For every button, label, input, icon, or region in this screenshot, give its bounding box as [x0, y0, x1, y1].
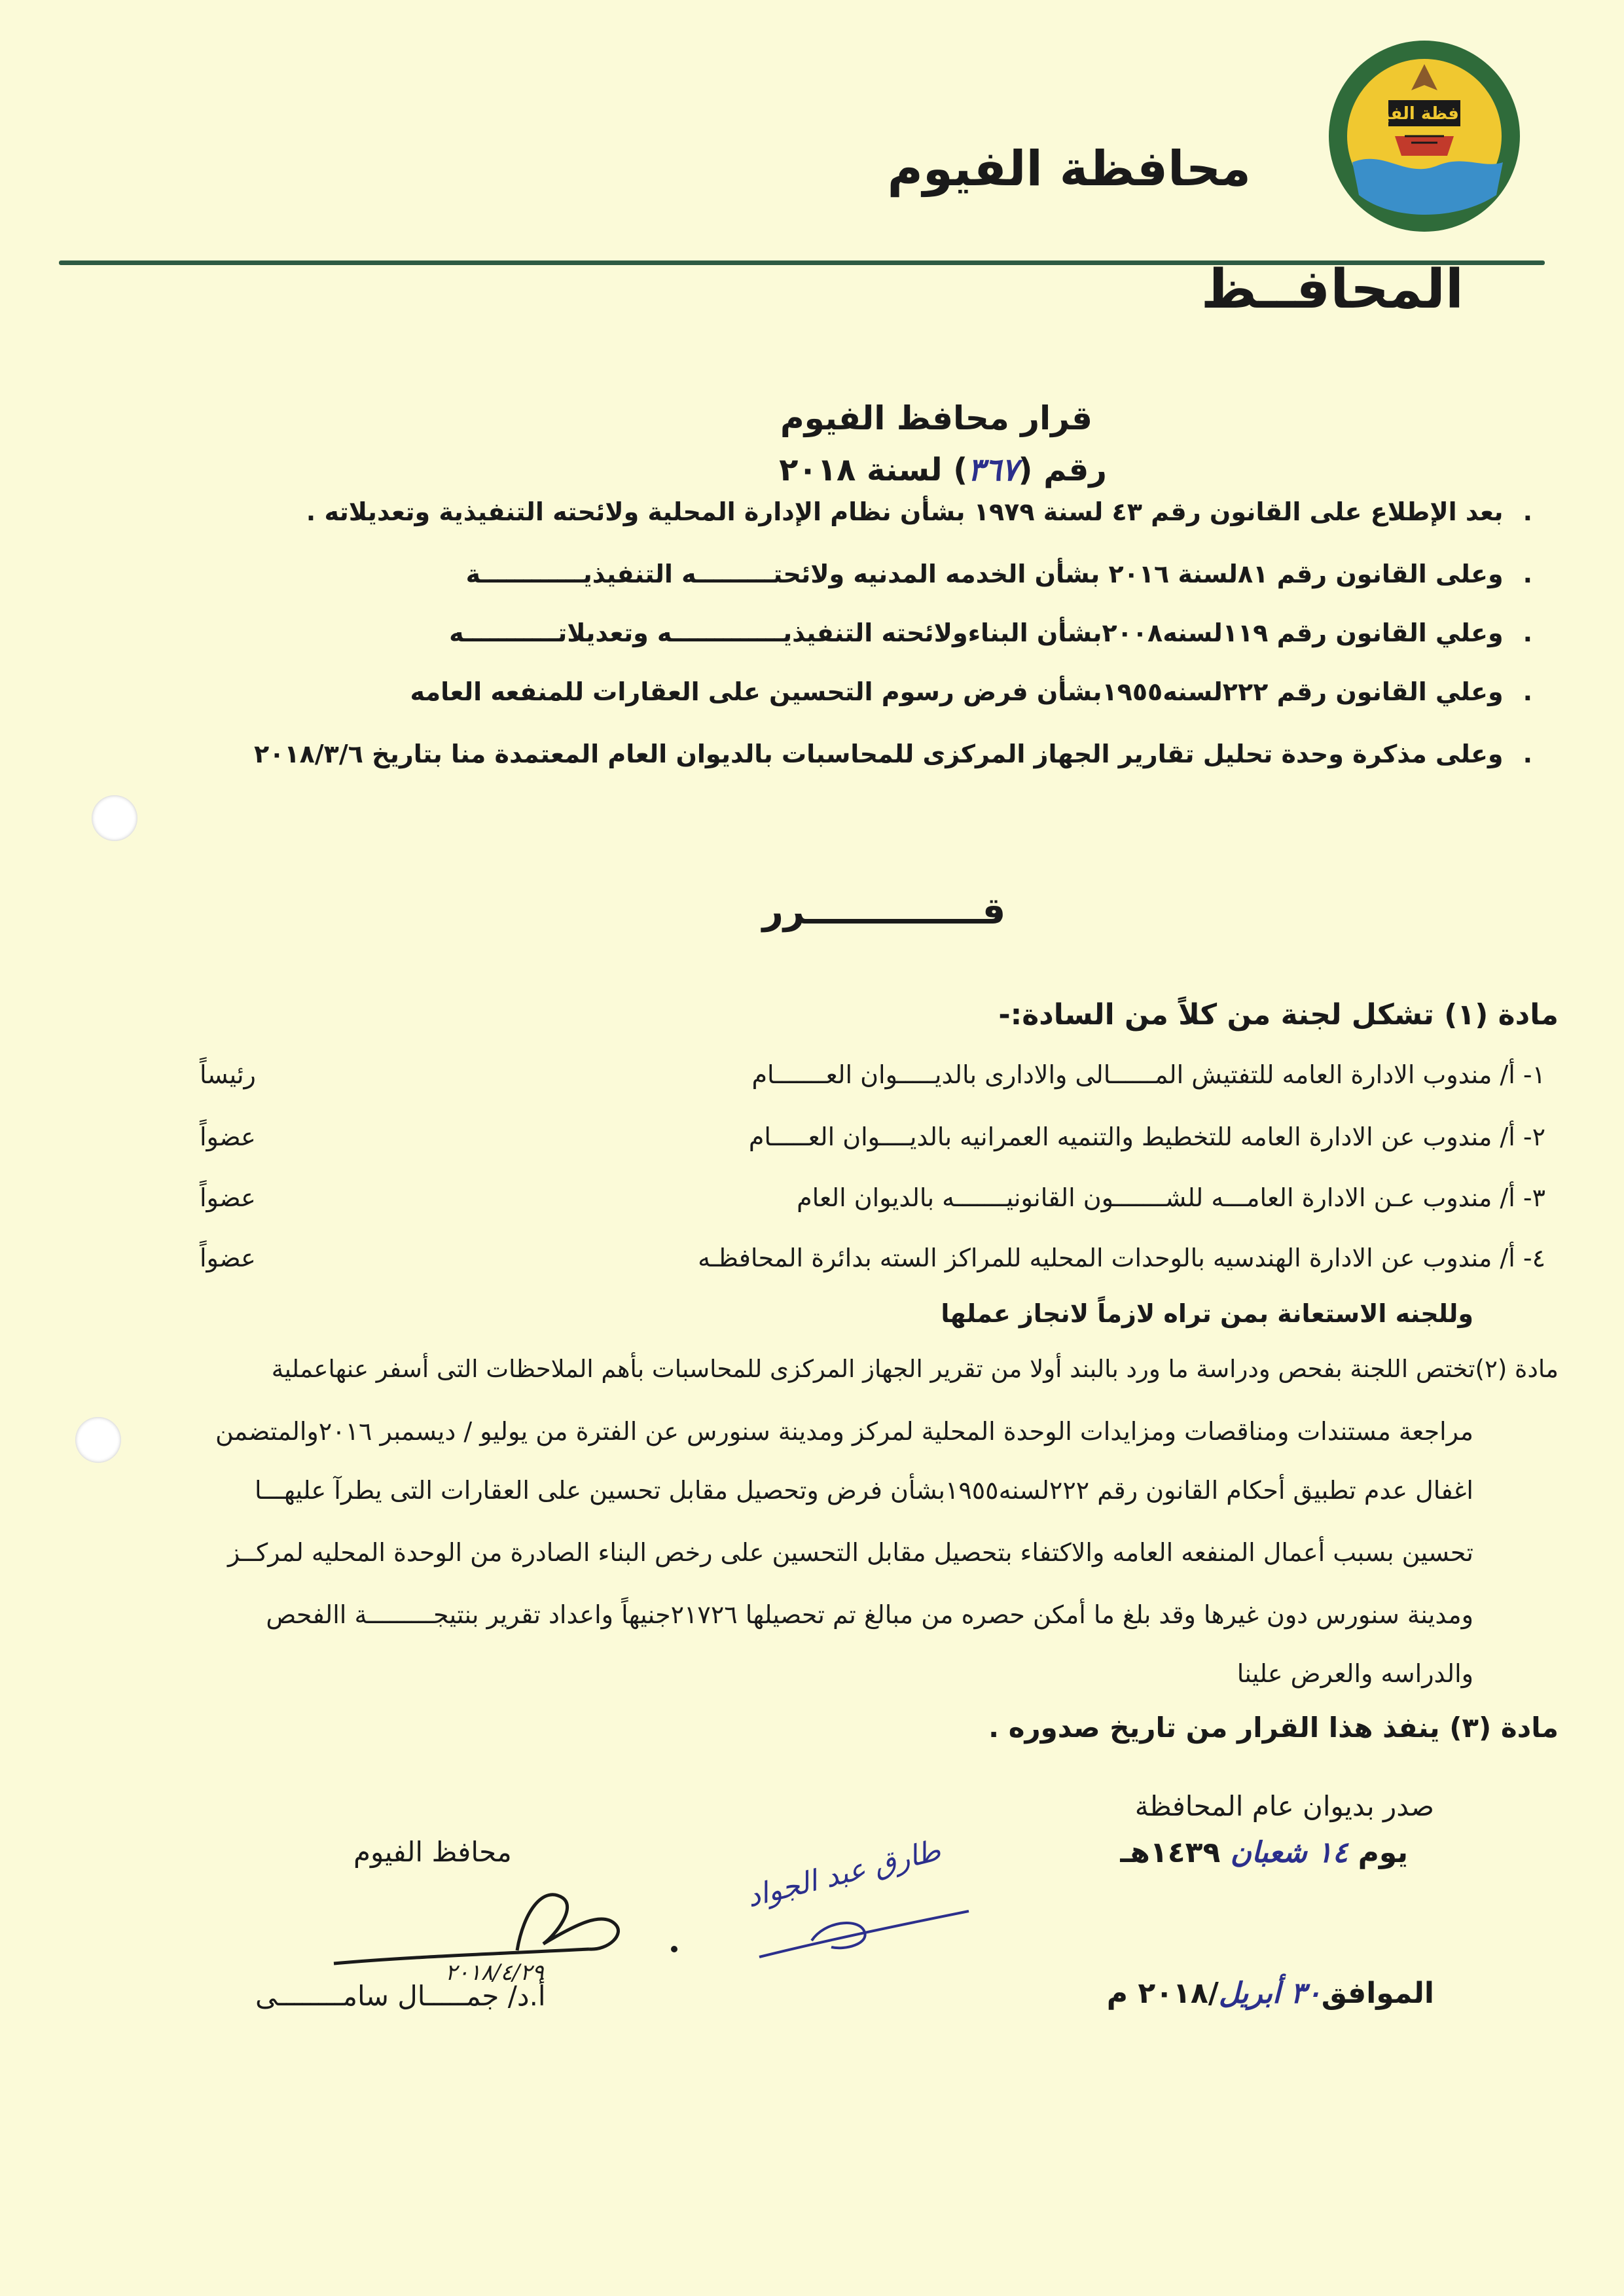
committee-role: عضواً	[200, 1244, 256, 1272]
committee-member: ١- أ/ مندوب الادارة العامه للتفتيش المــــــالى والادارى بالديـــــوان العـــــــام	[751, 1060, 1545, 1089]
article-2-line: مادة (٢)تختص اللجنة بفحص ودراسة ما ورد بالبند أولا من تقرير الجهاز المركزى للمحاسبات بأهم الملاحظات التى أسفر عنهاعملية	[271, 1355, 1559, 1383]
article-3: مادة (٣) ينفذ هذا القرار من تاريخ صدوره .	[988, 1712, 1559, 1744]
decree-heading: قــــــــــــــرر	[762, 890, 1006, 933]
greg-handwritten: ٣٠ أبريل	[1218, 1977, 1322, 2010]
preamble-item	[449, 619, 1532, 647]
hijri-suffix: ١٤٣٩هـ	[1120, 1836, 1221, 1869]
committee-role: رئيساً	[200, 1060, 256, 1089]
article-2-line: مراجعة مستندات ومناقصات ومزايدات الوحدة المحلية لمركز ومدينة سنورس عن الفترة من يوليو / ديسمبر ٢٠١٦والمتضمن	[215, 1417, 1473, 1446]
preamble-text: وعلي القانون رقم ١١٩لسنه٢٠٠٨بشأن البناءولائحته التنفيذيـــــــــــــه وتعديلاتـــــــــــه	[449, 619, 1504, 647]
article-2-line: تحسين بسبب أعمال المنفعه العامه والاكتفاء بتحصيل مقابل التحسين على رخص البناء الصادرة من الوحدة المحليه لمركــز	[227, 1538, 1473, 1567]
committee-role: عضواً	[200, 1122, 256, 1151]
reviewer-signature-text: طارق عبد الجواد	[743, 1833, 945, 1914]
decision-number-prefix: رقم (	[1018, 452, 1107, 488]
bullet-icon: .	[1523, 740, 1532, 768]
committee-member: ٤- أ/ مندوب عن الادارة الهندسيه بالوحدات المحليه للمراكز السته بدائرة المحافظـه	[698, 1244, 1545, 1272]
committee-member: ٢- أ/ مندوب عن الادارة العامه للتخطيط والتنميه العمرانيه بالديــــوان العـــــام	[748, 1122, 1545, 1151]
decision-title: قرار محافظ الفيوم	[780, 399, 1092, 437]
preamble-item	[410, 677, 1532, 706]
office-title: المحافــظ	[1200, 259, 1464, 321]
preamble-item	[306, 497, 1532, 526]
governor-signature	[327, 1872, 694, 1990]
hijri-date	[1120, 1836, 1408, 1869]
committee-role: عضواً	[200, 1183, 256, 1212]
punch-hole	[75, 1417, 121, 1463]
article-2-line: والدراسه والعرض علينا	[1236, 1659, 1473, 1688]
preamble-item	[254, 740, 1532, 768]
decision-number-line	[0, 452, 1624, 488]
article-1-footer: وللجنه الاستعانة بمن تراه لازماً لانجاز عملها	[941, 1299, 1473, 1328]
greg-prefix: الموافق	[1321, 1977, 1434, 2010]
bullet-icon: .	[1523, 560, 1532, 588]
hijri-handwritten: ١٤ شعبان	[1230, 1836, 1348, 1869]
bullet-icon: .	[1523, 619, 1532, 647]
bullet-icon: .	[1523, 497, 1532, 526]
governorate-seal	[1326, 38, 1523, 234]
governorate-name: محافظة الفيوم	[887, 141, 1251, 197]
gregorian-date	[1107, 1977, 1434, 2010]
signatory-name: أ.د/ جمـــــال سامــــــــى	[255, 1980, 546, 2012]
article-1-heading: مادة (١) تشكل لجنة من كلاً من السادة:-	[998, 998, 1559, 1031]
punch-hole	[92, 795, 137, 841]
signature-date: ٢٠١٨/٤/٢٩	[445, 1960, 544, 1986]
decision-number: ٣٦٧	[967, 452, 1019, 488]
hijri-prefix: يوم	[1358, 1836, 1408, 1869]
seal-text: محافظة الفيوم	[1360, 104, 1489, 124]
reviewer-signature	[733, 1826, 995, 1977]
article-2-line: ومدينة سنورس دون غيرها وقد بلغ ما أمكن حصره من مبالغ تم تحصيلها ٢١٧٢٦جنيهاً واعداد تقرير بنتيجـــــــــة االفحص	[266, 1600, 1473, 1629]
preamble-text: وعلى القانون رقم ٨١لسنة ٢٠١٦ بشأن الخدمه المدنيه ولائحتـــــــــه التنفيذيــــــــــــة	[465, 560, 1504, 588]
signatory-title: محافظ الفيوم	[353, 1836, 512, 1868]
preamble-text: بعد الإطلاع على القانون رقم ٤٣ لسنة ١٩٧٩ بشأن نظام الإدارة المحلية ولائحته التنفيذية وتعديلاته .	[306, 497, 1504, 526]
issued-at: صدر بديوان عام المحافظة	[1134, 1790, 1434, 1822]
committee-member: ٣- أ/ مندوب عـن الادارة العامـــه للشـــــــون القانونيـــــــه بالديوان العام	[797, 1183, 1545, 1212]
preamble-item	[466, 560, 1532, 588]
decision-number-suffix: ) لسنة ٢٠١٨	[779, 452, 968, 488]
bullet-icon: .	[1523, 677, 1532, 706]
article-2-line: اغفال عدم تطبيق أحكام القانون رقم ٢٢٢لسنه١٩٥٥بشأن فرض وتحصيل مقابل تحسين على العقارات التى يطرآ عليهـــا	[255, 1476, 1473, 1505]
preamble-text: وعلى مذكرة وحدة تحليل تقارير الجهاز المركزى للمحاسبات بالديوان العام المعتمدة منا بتاريخ ٢٠١٨/٣/٦	[254, 740, 1504, 768]
greg-suffix: /٢٠١٨ م	[1106, 1977, 1219, 2010]
preamble-text: وعلي القانون رقم ٢٢٢لسنه١٩٥٥بشأن فرض رسوم التحسين على العقارات للمنفعه العامه	[410, 677, 1504, 706]
